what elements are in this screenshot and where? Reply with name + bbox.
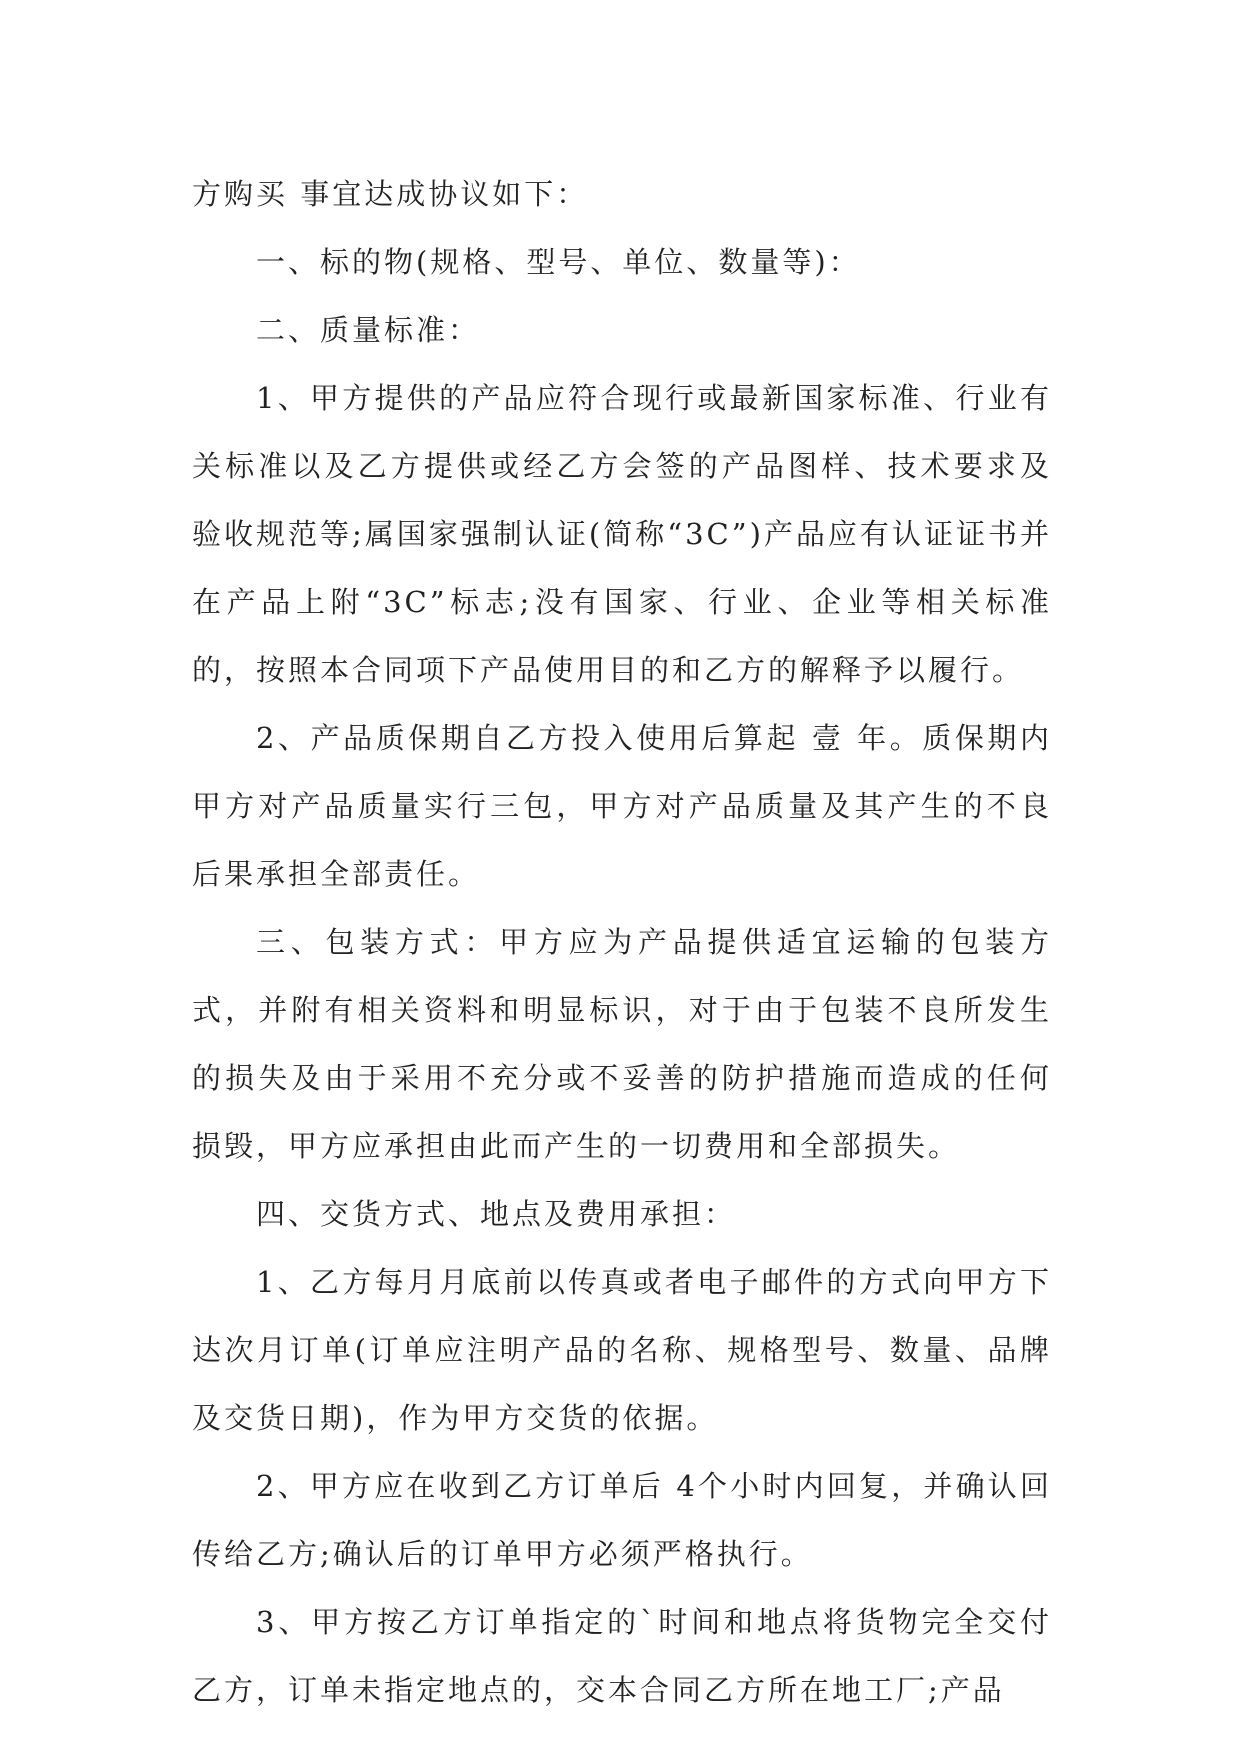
document-body [192,160,1052,1724]
paragraph-quality-2: 2、产品质保期自乙方投入使用后算起 壹 年。质保期内甲方对产品质量实行三包，甲方对产品质量及其产生的不良后果承担全部责任。 [192,721,1052,891]
paragraph-section-1: 一、标的物(规格、型号、单位、数量等)： [256,245,861,279]
paragraph-section-4: 四、交货方式、地点及费用承担： [256,1197,737,1231]
paragraph-section-2: 二、质量标准： [256,313,481,347]
paragraph-delivery-3: 3、甲方按乙方订单指定的`时间和地点将货物完全交付乙方，订单未指定地点的，交本合同乙方所在地工厂;产品 [192,1605,1052,1707]
paragraph-delivery-1: 1、乙方每月月底前以传真或者电子邮件的方式向甲方下达次月订单(订单应注明产品的名称、规格型号、数量、品牌及交货日期)，作为甲方交货的依据。 [192,1265,1052,1435]
paragraph-intro: 方购买 事宜达成协议如下： [192,177,589,211]
paragraph-quality-1: 1、甲方提供的产品应符合现行或最新国家标准、行业有关标准以及乙方提供或经乙方会签的产品图样、技术要求及验收规范等;属国家强制认证(简称“3C”)产品应有认证证书并在产品上附“3C”标志;没有国家、行业、企业等相关标准的，按照本合同项下产品使用目的和乙方的解释予以履行。 [192,381,1052,687]
paragraph-section-3: 三、包装方式：甲方应为产品提供适宜运输的包装方式，并附有相关资料和明显标识，对于由于包装不良所发生的损失及由于采用不充分或不妥善的防护措施而造成的任何损毁，甲方应承担由此而产生的一切费用和全部损失。 [192,925,1052,1163]
paragraph-delivery-2: 2、甲方应在收到乙方订单后 4个小时内回复，并确认回传给乙方;确认后的订单甲方必须严格执行。 [192,1469,1052,1571]
